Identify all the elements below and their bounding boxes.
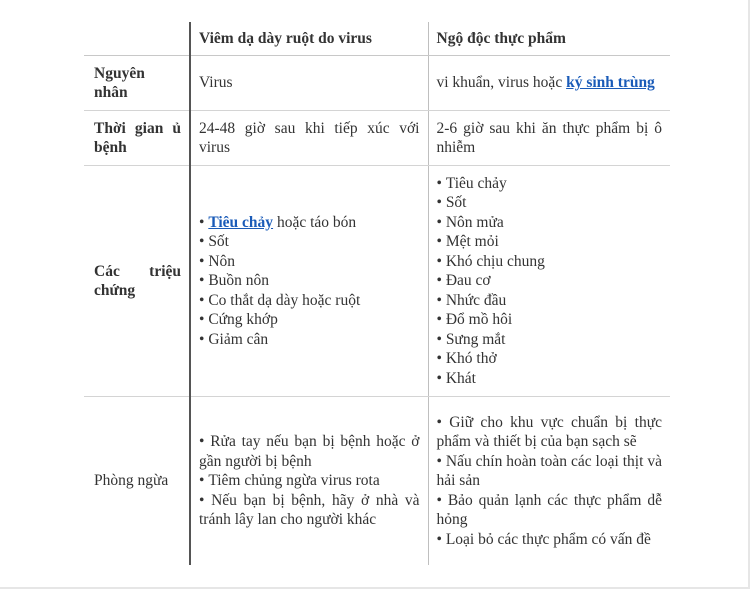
- list-item: • Nấu chín hoàn toàn các loại thịt và hải sản: [437, 452, 663, 491]
- list-item: • Sưng mắt: [437, 330, 663, 350]
- list-item-text: hoặc táo bón: [273, 213, 357, 231]
- symptoms-viral-list: [199, 213, 420, 350]
- table-row-symptoms: [84, 166, 670, 397]
- list-item: • Sốt: [199, 232, 420, 252]
- list-item: • Mệt mỏi: [437, 232, 663, 252]
- table-row-incubation: [84, 111, 670, 166]
- list-item: • Nếu bạn bị bệnh, hãy ở nhà và tránh lây lan cho người khác: [199, 491, 420, 530]
- row-label-incubation: Thời gian ủ bệnh: [84, 111, 190, 166]
- list-item: • Co thắt dạ dày hoặc ruột: [199, 291, 420, 311]
- row-label-symptoms: Các triệu chứng: [84, 166, 190, 397]
- list-item: • Giữ cho khu vực chuẩn bị thực phẩm và thiết bị của bạn sạch sẽ: [437, 413, 663, 452]
- symptoms-food: [428, 166, 670, 397]
- incubation-food: 2-6 giờ sau khi ăn thực phẩm bị ô nhiễm: [428, 111, 670, 166]
- list-item: • Sốt: [437, 193, 663, 213]
- list-item: [199, 213, 420, 233]
- list-item: • Đổ mồ hôi: [437, 310, 663, 330]
- prevention-viral: [190, 397, 428, 566]
- list-item: • Cứng khớp: [199, 310, 420, 330]
- table-row-cause: [84, 56, 670, 111]
- diarrhea-link[interactable]: Tiêu chảy: [208, 213, 274, 231]
- table-row-prevention: [84, 397, 670, 566]
- cause-food-text: vi khuẩn, virus hoặc: [436, 74, 567, 92]
- symptoms-viral: [190, 166, 428, 397]
- header-empty-cell: [84, 22, 190, 56]
- cause-food: [428, 56, 670, 111]
- incubation-viral: 24-48 giờ sau khi tiếp xúc với virus: [190, 111, 428, 166]
- list-item: • Khó thở: [437, 349, 663, 369]
- header-food-poisoning: Ngộ độc thực phẩm: [428, 22, 670, 56]
- list-item: • Nhức đầu: [437, 291, 663, 311]
- list-item: • Giảm cân: [199, 330, 420, 350]
- list-item: • Khó chịu chung: [437, 252, 663, 272]
- list-item: • Loại bỏ các thực phẩm có vấn đề: [437, 530, 663, 550]
- header-viral-gastroenteritis: Viêm dạ dày ruột do virus: [190, 22, 428, 56]
- parasite-link[interactable]: ký sinh trùng: [566, 74, 655, 92]
- comparison-table: [84, 22, 670, 565]
- list-item: • Rửa tay nếu bạn bị bệnh hoặc ở gần người bị bệnh: [199, 432, 420, 471]
- list-item: • Nôn: [199, 252, 420, 272]
- prevention-viral-list: [199, 432, 420, 530]
- row-label-cause: Nguyên nhân: [84, 56, 190, 111]
- list-item: • Tiêu chảy: [437, 174, 663, 194]
- prevention-food: [428, 397, 670, 566]
- prevention-food-list: [437, 413, 663, 550]
- list-item: • Buồn nôn: [199, 271, 420, 291]
- row-label-prevention: Phòng ngừa: [94, 472, 169, 490]
- symptoms-food-list: [437, 174, 663, 389]
- list-item: • Đau cơ: [437, 271, 663, 291]
- list-item: • Nôn mửa: [437, 213, 663, 233]
- list-item: • Tiêm chủng ngừa virus rota: [199, 471, 420, 491]
- list-item: • Khát: [437, 369, 663, 389]
- cause-viral: Virus: [190, 56, 428, 111]
- list-item: • Bảo quản lạnh các thực phẩm dễ hỏng: [437, 491, 663, 530]
- table-header-row: [84, 22, 670, 56]
